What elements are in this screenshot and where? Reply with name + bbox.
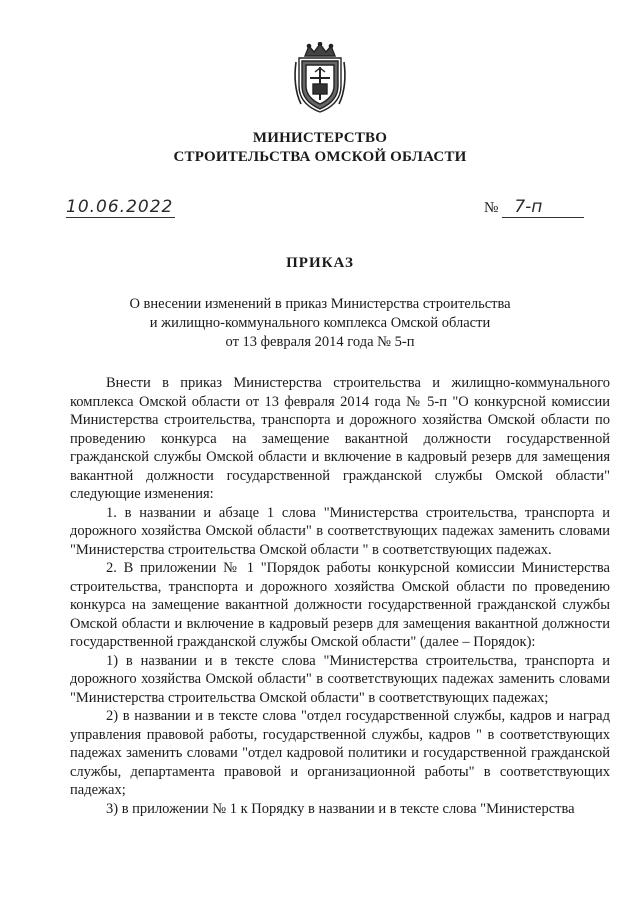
ministry-name-line2: СТРОИТЕЛЬСТВА ОМСКОЙ ОБЛАСТИ: [173, 149, 467, 165]
coat-of-arms-icon: [293, 42, 347, 114]
body-subitem-3: 3) в приложении № 1 к Порядку в названии и в тексте слова "Министерства: [106, 800, 575, 817]
subject-line3: от 13 февраля 2014 года № 5-п: [225, 334, 415, 350]
order-number-block: [484, 197, 584, 218]
ministry-name-line1: МИНИСТЕРСТВО: [252, 130, 388, 146]
subject-line1: О внесении изменений в приказ Министерства строительства: [129, 296, 511, 312]
body-paragraph-intro: Внести в приказ Министерства строительства и жилищно-коммунального комплекса Омской области от 13 февраля 2014 года № 5-п "О конкурсной комиссии Министерства строительства, транспорта и дорожного хозяйства Омской области по проведению конкурса на замещение вакантной должности государственной гражданской службы Омской области и включение в кадровый резерв для замещения вакантной должности государственной гражданской службы Омской области" следующие изменения:: [70, 375, 610, 502]
order-number: 7-п: [502, 197, 584, 218]
order-title: ПРИКАЗ: [286, 255, 354, 271]
number-sign: №: [484, 200, 499, 216]
body-subitem-1: 1) в названии и в тексте слова "Министерства строительства, транспорта и дорожного хозяйства Омской области" в соответствующих падежах заменить словами "Министерства строительства Омской области" в соответствующих падежах;: [70, 652, 610, 706]
body-paragraph-1: 1. в названии и абзаце 1 слова "Министерства строительства, транспорта и дорожного хозяйства Омской области" в соответствующих падежах заменить словами "Министерства строительства Омской области " в соответствующих падежах.: [70, 504, 610, 558]
order-date: 10.06.2022: [66, 197, 174, 217]
body-paragraph-2: 2. В приложении № 1 "Порядок работы конкурсной комиссии Министерства строительства, транспорта и дорожного хозяйства Омской области по проведению конкурса на замещение вакантной должности государственной гражданской службы Омской области и включение в кадровый резерв для замещения вакантной должности государственной гражданской службы Омской области" (далее – Порядок):: [70, 560, 610, 650]
subject-line2: и жилищно-коммунального комплекса Омской области: [149, 315, 491, 331]
body-subitem-2: 2) в названии и в тексте слова "отдел государственной службы, кадров и наград управления правовой работы, государственной службы, кадров " в соответствующих падежах заменить словами "отдел кадровой политики и государственной гражданской службы, департамента правовой и организационной работы" в соответствующих падежах;: [70, 708, 610, 798]
order-body: [70, 374, 610, 818]
order-subject: [0, 295, 640, 352]
